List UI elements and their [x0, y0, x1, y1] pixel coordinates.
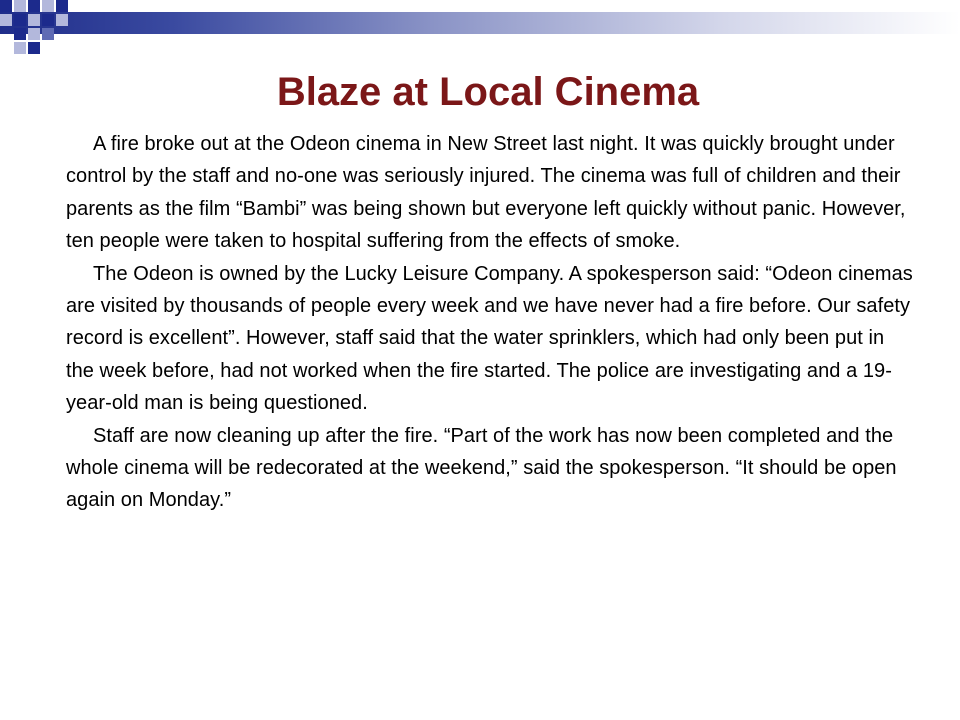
header-gradient-bar: [0, 12, 960, 34]
decor-square: [56, 14, 68, 26]
decor-square: [56, 0, 68, 12]
decor-square: [42, 0, 54, 12]
decor-square: [28, 28, 40, 40]
slide-title: Blaze at Local Cinema: [276, 70, 700, 114]
decor-square: [0, 0, 12, 12]
article-paragraph: A fire broke out at the Odeon cinema in New Street last night. It was quickly brought under control by the staff and no-one was seriously injured. The cinema was full of children and their parents as the film “Bambi” was being shown but everyone left quickly without panic. However, ten people were taken to hospital suffering from the effects of smoke.: [66, 133, 906, 253]
decor-square: [14, 0, 26, 12]
decor-square: [14, 42, 26, 54]
decor-square: [28, 14, 40, 26]
decor-square: [14, 28, 26, 40]
article-paragraph: The Odeon is owned by the Lucky Leisure Company. A spokesperson said: “Odeon cinemas are visited by thousands of people every week and we have never had a fire before. Our safety record is excellent”. However, staff said that the water sprinklers, which had only been put in the week before, had not worked when the fire started. The police are investigating and a 19-year-old man is being questioned.: [66, 262, 913, 415]
article-paragraph: Staff are now cleaning up after the fire. “Part of the work has now been completed and the whole cinema will be redecorated at the weekend,” said the spokesperson. “It should be open again on Monday.”: [66, 424, 897, 512]
decor-square: [0, 14, 12, 26]
decor-square: [42, 14, 54, 26]
decor-square: [42, 28, 54, 40]
decor-square: [14, 14, 26, 26]
decor-square: [28, 42, 40, 54]
article-body: [66, 128, 916, 517]
decor-square: [28, 0, 40, 12]
